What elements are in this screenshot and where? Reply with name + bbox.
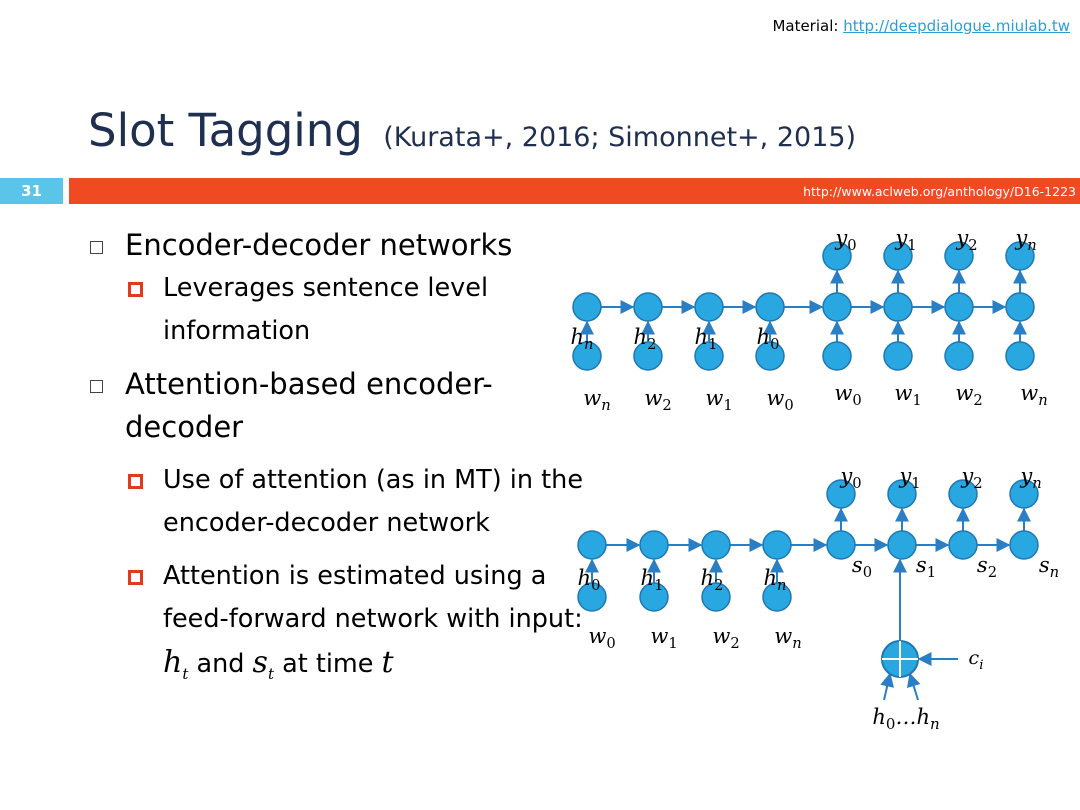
h-label: $h_2$ xyxy=(700,566,724,594)
s-label: $s_2$ xyxy=(976,553,998,581)
h-label: $h_0$ xyxy=(756,325,780,353)
decoder-node xyxy=(945,293,973,321)
material-label: Material: xyxy=(772,17,844,35)
material-link[interactable]: http://deepdialogue.miulab.tw xyxy=(843,17,1070,35)
h-label: $h_2$ xyxy=(633,325,657,353)
attention-diagram xyxy=(578,464,1060,733)
y-label: $y_0$ xyxy=(840,464,862,492)
s-label: $s_0$ xyxy=(851,553,873,581)
bullet-attention-encoder-decoder: Attention-based encoder-decoder xyxy=(88,363,588,449)
encoder-node xyxy=(578,531,606,559)
encoder-decoder-diagram xyxy=(571,226,1048,414)
ci-label: $c_i$ xyxy=(968,647,984,673)
decoder-node xyxy=(823,293,851,321)
attention-estimated-text: Attention is estimated using a feed-forward network with input: xyxy=(163,561,583,634)
encoder-node xyxy=(695,293,723,321)
w-label: $w_2$ xyxy=(712,624,740,652)
w-label: $w_n$ xyxy=(1020,381,1048,409)
t-variable: t xyxy=(381,645,394,680)
at-time-text: at time xyxy=(273,649,382,679)
w-label: $w_2$ xyxy=(644,386,672,414)
bullet-encoder-decoder: Encoder-decoder networks xyxy=(88,224,588,267)
decoder-node xyxy=(1010,531,1038,559)
title-main: Slot Tagging xyxy=(88,104,363,157)
and-text: and xyxy=(188,649,253,679)
w-label: $w_0$ xyxy=(588,624,616,652)
w-label: $w_2$ xyxy=(955,381,983,409)
s-label: $s_n$ xyxy=(1038,553,1060,581)
decoder-node xyxy=(827,531,855,559)
decoder-input-node xyxy=(1006,342,1034,370)
y-label: $y_2$ xyxy=(956,226,978,254)
decoder-input-node xyxy=(884,342,912,370)
h-label: $h_n$ xyxy=(570,325,594,353)
h-t-variable: $h_t$ xyxy=(163,645,189,683)
h-label: $h_1$ xyxy=(640,566,664,594)
encoder-node xyxy=(573,293,601,321)
decoder-node xyxy=(949,531,977,559)
encoder-node xyxy=(756,293,784,321)
s-label: $s_1$ xyxy=(915,553,937,581)
h-label: $h_n$ xyxy=(763,566,787,594)
encoder-node xyxy=(763,531,791,559)
w-label: $w_0$ xyxy=(834,381,862,409)
s-t-variable: $s_t$ xyxy=(252,645,274,683)
w-label: $w_0$ xyxy=(766,386,794,414)
w-label: $w_n$ xyxy=(583,386,611,414)
h-range-label: $h_0\dots h_n$ xyxy=(872,705,940,733)
y-label: $y_1$ xyxy=(895,226,917,254)
w-label: $w_1$ xyxy=(705,386,733,414)
h-label: $h_1$ xyxy=(694,325,718,353)
w-label: $w_n$ xyxy=(774,624,802,652)
decoder-input-node xyxy=(823,342,851,370)
y-label: $y_n$ xyxy=(1015,226,1037,254)
decoder-node xyxy=(1006,293,1034,321)
subbullet-use-of-attention: Use of attention (as in MT) in the encoder-decoder network xyxy=(125,459,588,545)
y-label: $y_1$ xyxy=(899,464,921,492)
h-input-arrow xyxy=(884,674,890,700)
h-label: $h_0$ xyxy=(577,566,601,594)
h-input-arrow xyxy=(910,674,918,700)
subbullet-sentence-level: Leverages sentence level information xyxy=(125,267,588,353)
decoder-node xyxy=(884,293,912,321)
title-citation: (Kurata+, 2016; Simonnet+, 2015) xyxy=(383,122,857,153)
encoder-node xyxy=(640,531,668,559)
y-label: $y_0$ xyxy=(835,226,857,254)
w-label: $w_1$ xyxy=(650,624,678,652)
w-label: $w_1$ xyxy=(894,381,922,409)
decoder-node xyxy=(888,531,916,559)
reference-url[interactable]: http://www.aclweb.org/anthology/D16-1223 xyxy=(803,183,1076,199)
slide-number-badge: 31 xyxy=(0,178,63,204)
y-label: $y_n$ xyxy=(1020,464,1042,492)
encoder-node xyxy=(634,293,662,321)
y-label: $y_2$ xyxy=(961,464,983,492)
decoder-input-node xyxy=(945,342,973,370)
encoder-node xyxy=(702,531,730,559)
